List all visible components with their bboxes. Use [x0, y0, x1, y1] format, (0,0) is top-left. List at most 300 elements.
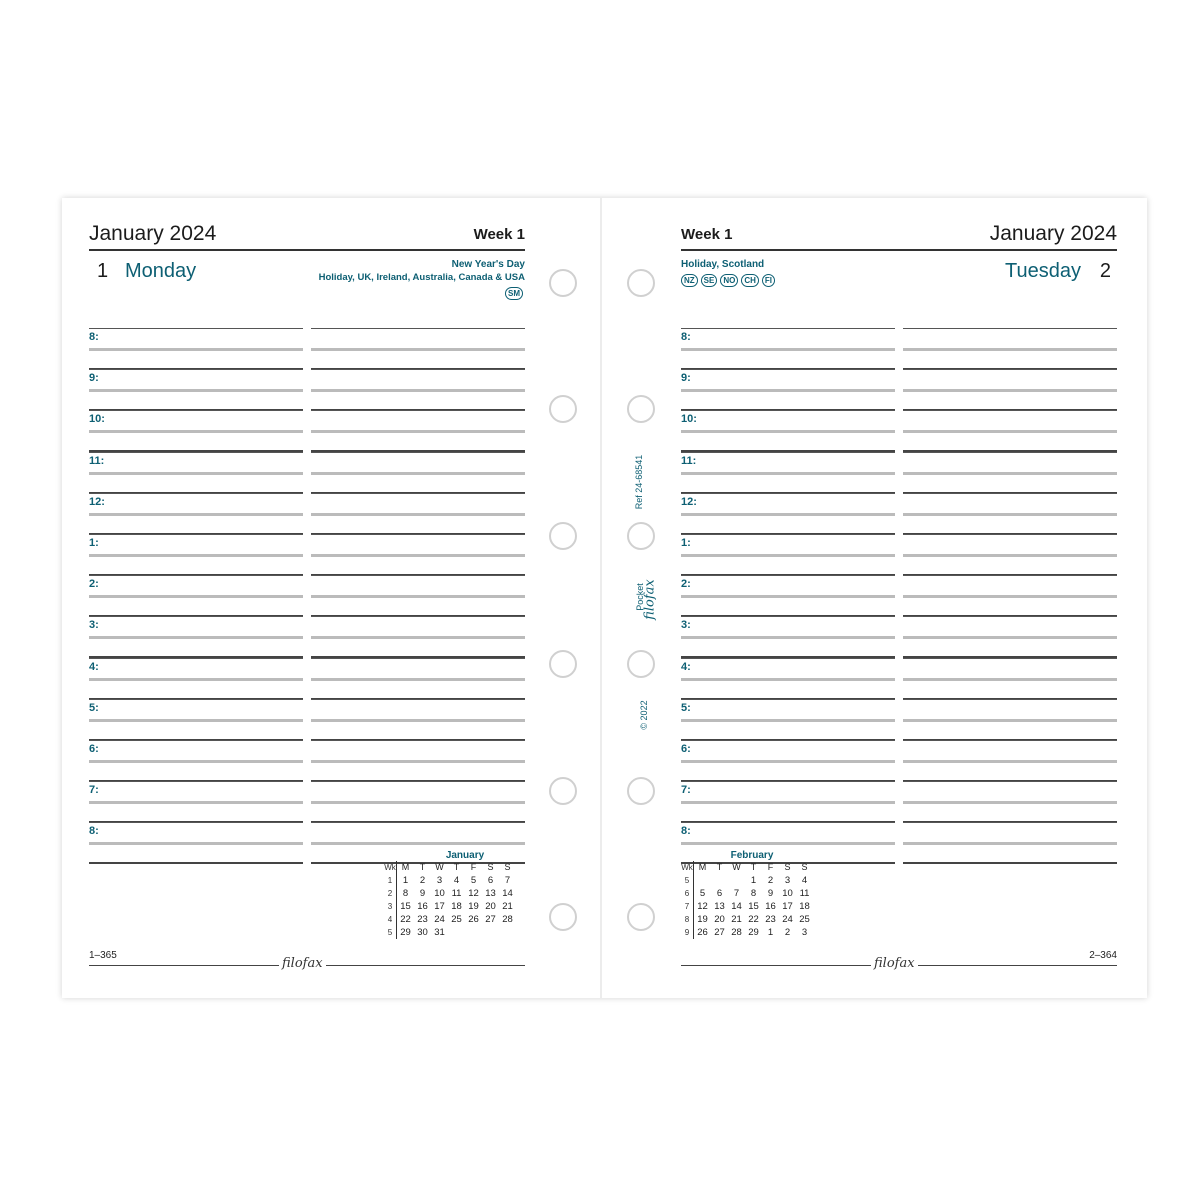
hour-label: 7:	[681, 784, 691, 797]
calendar-week-row	[384, 913, 516, 926]
calendar-day: 22	[400, 914, 411, 925]
left-page	[89, 198, 525, 998]
binder-hole	[627, 650, 655, 678]
hour-row[interactable]	[681, 575, 1117, 616]
hour-row[interactable]	[89, 658, 525, 699]
writing-line	[903, 616, 1117, 617]
hour-label: 9:	[681, 372, 691, 385]
writing-line	[903, 699, 1117, 700]
writing-line	[903, 658, 1117, 659]
spine-ref: Ref 24-68541	[634, 454, 644, 510]
writing-line	[903, 760, 1117, 763]
calendar-week-number: 5	[384, 926, 397, 939]
hour-rows	[89, 328, 525, 863]
calendar-header: T	[419, 862, 426, 872]
calendar-week-number: 9	[681, 926, 694, 939]
writing-line	[681, 534, 895, 535]
binder-hole	[627, 903, 655, 931]
calendar-day: 7	[733, 888, 740, 899]
calendar-day: 15	[400, 901, 411, 912]
writing-line	[681, 699, 895, 700]
calendar-day: 23	[765, 914, 776, 925]
hour-row[interactable]	[681, 781, 1117, 822]
writing-line	[903, 595, 1117, 598]
calendar-day: 6	[716, 888, 723, 899]
hour-label: 9:	[89, 372, 99, 385]
writing-line	[311, 430, 525, 433]
writing-line	[681, 842, 895, 845]
writing-line	[89, 719, 303, 722]
calendar-day: 3	[801, 927, 808, 938]
writing-line	[311, 636, 525, 639]
writing-line	[89, 369, 303, 370]
day-name: Monday	[125, 260, 197, 282]
writing-line	[311, 328, 525, 329]
calendar-day: 3	[784, 875, 791, 886]
hour-row[interactable]	[89, 369, 525, 410]
calendar-day: 12	[697, 901, 708, 912]
writing-line	[89, 842, 303, 845]
right-page	[681, 198, 1117, 998]
writing-line	[903, 410, 1117, 411]
hour-label: 4:	[89, 660, 99, 673]
calendar-day: 18	[451, 901, 462, 912]
calendar-day: 26	[468, 914, 479, 925]
week-label: Week 1	[473, 226, 525, 243]
day-name: Tuesday	[1005, 260, 1081, 282]
writing-line	[311, 616, 525, 617]
week-label: Week 1	[681, 226, 733, 243]
calendar-day: 10	[434, 888, 445, 899]
writing-line	[89, 348, 303, 351]
writing-line	[311, 678, 525, 681]
calendar-day: 13	[485, 888, 496, 899]
calendar-week-row	[384, 887, 516, 900]
writing-line	[903, 678, 1117, 681]
brand-logo: filofax	[871, 956, 918, 971]
hour-row[interactable]	[89, 699, 525, 740]
calendar-header: F	[767, 862, 774, 872]
writing-line	[903, 534, 1117, 535]
hour-label: 8:	[89, 825, 99, 838]
calendar-day: 5	[699, 888, 706, 899]
writing-line	[89, 328, 303, 329]
writing-line	[903, 740, 1117, 741]
hour-label: 12:	[681, 495, 697, 508]
writing-line	[311, 389, 525, 392]
writing-line	[89, 534, 303, 535]
calendar-day: 29	[400, 927, 411, 938]
calendar-header: T	[716, 862, 723, 872]
calendar-day: 19	[697, 914, 708, 925]
calendar-header: S	[801, 862, 808, 872]
mini-calendar	[681, 850, 813, 939]
writing-line	[89, 554, 303, 557]
calendar-day	[728, 874, 745, 887]
writing-line	[89, 658, 303, 659]
calendar-day: 17	[434, 901, 445, 912]
writing-line	[89, 575, 303, 576]
writing-line	[681, 554, 895, 557]
header-rule	[681, 249, 1117, 251]
writing-line	[681, 513, 895, 516]
calendar-day: 9	[767, 888, 774, 899]
writing-line	[311, 369, 525, 370]
calendar-week-row	[384, 874, 516, 887]
calendar-day: 25	[799, 914, 810, 925]
binder-hole	[627, 269, 655, 297]
writing-line	[311, 842, 525, 845]
hour-row[interactable]	[681, 699, 1117, 740]
calendar-day: 22	[748, 914, 759, 925]
calendar-header: S	[784, 862, 791, 872]
writing-line	[681, 595, 895, 598]
calendar-header: M	[698, 862, 707, 872]
writing-line	[89, 389, 303, 392]
writing-line	[89, 862, 303, 864]
writing-line	[89, 616, 303, 617]
binder-hole	[549, 650, 577, 678]
spine-copyright: © 2022	[639, 700, 649, 730]
calendar-header: S	[504, 862, 511, 872]
writing-line	[681, 348, 895, 351]
hour-label: 2:	[89, 578, 99, 591]
writing-line	[311, 719, 525, 722]
page-number: 1–365	[89, 950, 117, 961]
calendar-day: 16	[417, 901, 428, 912]
calendar-week-row	[681, 913, 813, 926]
calendar-day: 27	[485, 914, 496, 925]
hour-row[interactable]	[681, 616, 1117, 657]
hour-row[interactable]	[681, 369, 1117, 410]
writing-line	[311, 534, 525, 535]
mini-calendar	[384, 850, 516, 939]
writing-line	[903, 801, 1117, 804]
writing-line	[681, 430, 895, 433]
spine-brand: filofax	[642, 579, 658, 620]
writing-line	[681, 740, 895, 741]
calendar-day: 15	[748, 901, 759, 912]
calendar-day: 28	[731, 927, 742, 938]
calendar-day: 21	[502, 901, 513, 912]
calendar-day: 28	[502, 914, 513, 925]
writing-line	[311, 822, 525, 823]
writing-line	[311, 554, 525, 557]
writing-line	[311, 452, 525, 453]
hour-label: 6:	[681, 742, 691, 755]
calendar-week-number: 7	[681, 900, 694, 913]
hour-label: 8:	[681, 331, 691, 343]
mini-calendar-title: February	[730, 850, 774, 861]
writing-line	[903, 719, 1117, 722]
calendar-week-row	[681, 887, 813, 900]
writing-line	[681, 658, 895, 659]
calendar-day: 10	[782, 888, 793, 899]
hour-label: 10:	[681, 413, 697, 426]
hour-rows	[681, 328, 1117, 863]
holiday-badge: SE	[701, 274, 718, 287]
writing-line	[311, 595, 525, 598]
header-rule	[89, 249, 525, 251]
hour-row[interactable]	[681, 328, 1117, 369]
calendar-day: 27	[714, 927, 725, 938]
day-number: 2	[1099, 260, 1111, 282]
writing-line	[89, 513, 303, 516]
writing-line	[681, 781, 895, 782]
writing-line	[903, 493, 1117, 494]
calendar-day: 30	[417, 927, 428, 938]
page-number: 2–364	[1089, 950, 1117, 961]
writing-line	[903, 575, 1117, 576]
writing-line	[903, 328, 1117, 329]
hour-row[interactable]	[89, 410, 525, 451]
writing-line	[89, 472, 303, 475]
calendar-header: W	[732, 862, 741, 872]
calendar-week-number: 5	[681, 874, 694, 887]
calendar-day: 11	[451, 888, 462, 899]
holiday-badge: CH	[741, 274, 759, 287]
holiday-badge: FI	[762, 274, 775, 287]
calendar-week-number: 3	[384, 900, 397, 913]
calendar-week-number: 8	[681, 913, 694, 926]
calendar-header: M	[401, 862, 410, 872]
month-title: January 2024	[89, 222, 217, 245]
writing-line	[681, 472, 895, 475]
binder-hole	[549, 903, 577, 931]
calendar-day: 25	[451, 914, 462, 925]
calendar-day: 19	[468, 901, 479, 912]
hour-row[interactable]	[681, 658, 1117, 699]
calendar-week-row	[384, 926, 516, 939]
calendar-day: 13	[714, 901, 725, 912]
hour-label: 1:	[681, 536, 691, 549]
calendar-day: 14	[502, 888, 513, 899]
calendar-day: 20	[714, 914, 725, 925]
writing-line	[903, 842, 1117, 845]
calendar-week-row	[384, 900, 516, 913]
writing-line	[681, 801, 895, 804]
calendar-header: Wk	[384, 863, 396, 872]
calendar-day	[448, 926, 465, 939]
calendar-day: 18	[799, 901, 810, 912]
calendar-day: 17	[782, 901, 793, 912]
calendar-day: 4	[801, 875, 808, 886]
writing-line	[681, 616, 895, 617]
calendar-day: 1	[767, 927, 774, 938]
calendar-day: 2	[767, 875, 774, 886]
writing-line	[903, 781, 1117, 782]
calendar-header: T	[750, 862, 757, 872]
hour-row[interactable]	[681, 452, 1117, 493]
writing-line	[903, 513, 1117, 516]
day-number: 1	[97, 260, 109, 282]
calendar-day	[499, 926, 516, 939]
calendar-header: W	[435, 862, 444, 872]
writing-line	[681, 493, 895, 494]
calendar-day: 2	[419, 875, 426, 886]
writing-line	[89, 781, 303, 782]
hour-label: 2:	[681, 578, 691, 591]
writing-line	[681, 369, 895, 370]
calendar-day: 24	[782, 914, 793, 925]
hour-row[interactable]	[89, 740, 525, 781]
writing-line	[681, 389, 895, 392]
calendar-week-number: 2	[384, 887, 397, 900]
hour-row[interactable]	[681, 740, 1117, 781]
writing-line	[681, 636, 895, 639]
calendar-day: 7	[504, 875, 511, 886]
calendar-day	[711, 874, 728, 887]
binder-hole	[627, 777, 655, 805]
calendar-header: Wk	[681, 863, 693, 872]
calendar-day: 8	[402, 888, 409, 899]
writing-line	[681, 719, 895, 722]
hour-row[interactable]	[89, 452, 525, 493]
hour-row[interactable]	[681, 493, 1117, 534]
spine-brand-small: Pocket	[635, 583, 645, 611]
binder-hole	[549, 395, 577, 423]
writing-line	[311, 513, 525, 516]
writing-line	[903, 554, 1117, 557]
writing-line	[681, 678, 895, 681]
calendar-day: 1	[750, 875, 757, 886]
hour-row[interactable]	[89, 328, 525, 369]
hour-label: 1:	[89, 536, 99, 549]
writing-line	[681, 410, 895, 411]
writing-line	[89, 636, 303, 639]
writing-line	[89, 493, 303, 494]
writing-line	[903, 430, 1117, 433]
calendar-day: 8	[750, 888, 757, 899]
writing-line	[311, 348, 525, 351]
calendar-day	[694, 874, 712, 887]
writing-line	[903, 389, 1117, 392]
calendar-day: 14	[731, 901, 742, 912]
holiday-title: New Year's Day	[451, 259, 525, 270]
writing-line	[903, 636, 1117, 639]
holiday-badges	[505, 287, 523, 300]
hour-row[interactable]	[89, 781, 525, 822]
writing-line	[311, 472, 525, 475]
binder-hole	[627, 522, 655, 550]
hour-label: 12:	[89, 495, 105, 508]
holiday-badges	[681, 274, 775, 287]
hour-label: 4:	[681, 660, 691, 673]
calendar-day: 21	[731, 914, 742, 925]
hour-row[interactable]	[89, 493, 525, 534]
hour-row[interactable]	[89, 534, 525, 575]
hour-label: 11:	[89, 454, 105, 467]
calendar-week-number: 1	[384, 874, 397, 887]
hour-row[interactable]	[681, 410, 1117, 451]
writing-line	[311, 658, 525, 659]
writing-line	[311, 801, 525, 804]
writing-line	[903, 862, 1117, 864]
hour-label: 6:	[89, 742, 99, 755]
writing-line	[311, 699, 525, 700]
page-fold	[600, 198, 602, 998]
writing-line	[681, 575, 895, 576]
calendar-week-number: 4	[384, 913, 397, 926]
hour-row[interactable]	[681, 534, 1117, 575]
brand-logo: filofax	[279, 956, 326, 971]
calendar-day	[465, 926, 482, 939]
writing-line	[903, 452, 1117, 453]
calendar-day: 11	[799, 888, 810, 899]
calendar-header: F	[470, 862, 477, 872]
month-title: January 2024	[989, 222, 1117, 245]
hour-label: 5:	[89, 701, 99, 714]
calendar-week-row	[681, 900, 813, 913]
writing-line	[681, 760, 895, 763]
writing-line	[89, 430, 303, 433]
holiday-badge: NZ	[681, 274, 698, 287]
calendar-header: T	[453, 862, 460, 872]
hour-label: 11:	[681, 454, 697, 467]
writing-line	[89, 699, 303, 700]
writing-line	[681, 452, 895, 453]
holiday-badge: SM	[505, 287, 523, 300]
calendar-day: 5	[470, 875, 477, 886]
writing-line	[89, 760, 303, 763]
calendar-header: S	[487, 862, 494, 872]
writing-line	[903, 822, 1117, 823]
mini-calendar-title: January	[445, 850, 485, 861]
writing-line	[681, 822, 895, 823]
writing-line	[311, 760, 525, 763]
writing-line	[89, 595, 303, 598]
calendar-day: 31	[434, 927, 445, 938]
calendar-day: 1	[402, 875, 409, 886]
hour-row[interactable]	[89, 575, 525, 616]
calendar-day: 29	[748, 927, 759, 938]
calendar-day: 20	[485, 901, 496, 912]
writing-line	[311, 781, 525, 782]
hour-label: 7:	[89, 784, 99, 797]
calendar-week-row	[681, 874, 813, 887]
writing-line	[903, 348, 1117, 351]
writing-line	[903, 472, 1117, 475]
hour-label: 5:	[681, 701, 691, 714]
writing-line	[681, 328, 895, 329]
hour-row[interactable]	[89, 616, 525, 657]
binder-hole	[549, 269, 577, 297]
writing-line	[89, 452, 303, 453]
calendar-day: 3	[436, 875, 443, 886]
calendar-week-number: 6	[681, 887, 694, 900]
calendar-day: 2	[784, 927, 791, 938]
binder-hole	[627, 395, 655, 423]
binder-hole	[549, 777, 577, 805]
holiday-countries: Holiday, UK, Ireland, Australia, Canada & USA	[318, 272, 525, 283]
calendar-day: 4	[453, 875, 460, 886]
calendar-day: 6	[487, 875, 494, 886]
writing-line	[311, 410, 525, 411]
calendar-week-row	[681, 926, 813, 939]
hour-label: 3:	[681, 619, 691, 632]
hour-label: 8:	[681, 825, 691, 838]
writing-line	[89, 801, 303, 804]
holiday-badge: NO	[720, 274, 738, 287]
calendar-day	[482, 926, 499, 939]
calendar-day: 12	[468, 888, 479, 899]
writing-line	[311, 740, 525, 741]
calendar-day: 26	[697, 927, 708, 938]
calendar-day: 24	[434, 914, 445, 925]
calendar-day: 9	[419, 888, 426, 899]
calendar-day: 23	[417, 914, 428, 925]
writing-line	[311, 575, 525, 576]
